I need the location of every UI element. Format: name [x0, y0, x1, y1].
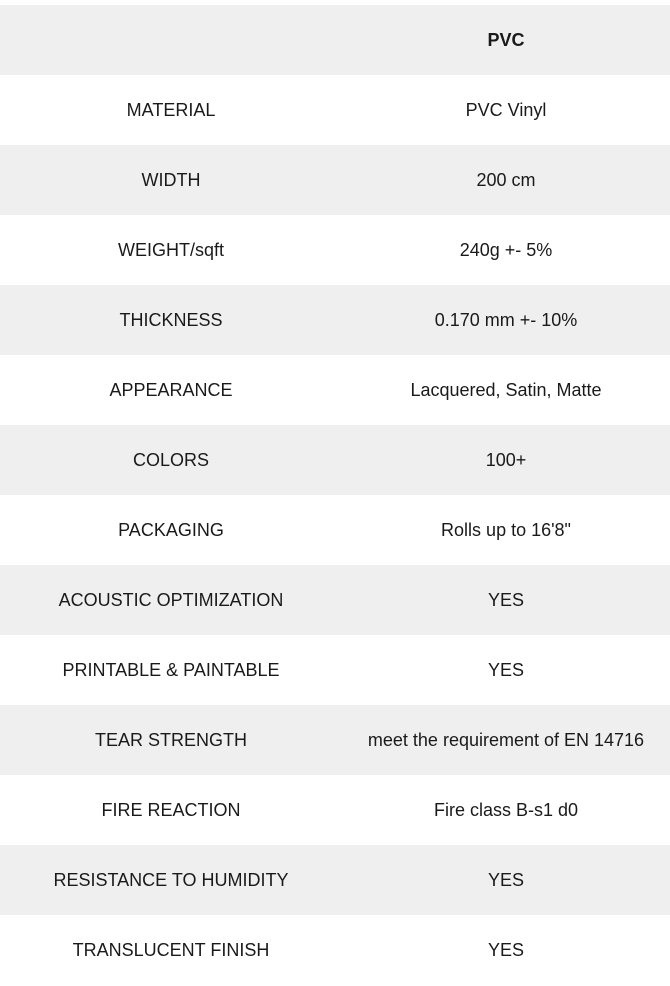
row-label: APPEARANCE — [109, 380, 233, 400]
table-row — [0, 915, 670, 985]
row-label: THICKNESS — [119, 310, 223, 330]
row-label: RESISTANCE TO HUMIDITY — [53, 870, 289, 890]
row-label: MATERIAL — [126, 100, 216, 120]
row-value: 0.170 mm +- 10% — [434, 310, 578, 330]
row-label: TRANSLUCENT FINISH — [72, 940, 270, 960]
row-value: YES — [487, 940, 525, 960]
row-value: Rolls up to 16'8" — [441, 520, 571, 540]
table-row — [0, 285, 670, 355]
row-value: YES — [487, 870, 525, 890]
row-label: FIRE REACTION — [101, 800, 241, 820]
table-row — [0, 425, 670, 495]
row-value: YES — [487, 660, 525, 680]
row-label: TEAR STRENGTH — [94, 730, 247, 750]
table-row — [0, 355, 670, 425]
row-value: 200 cm — [476, 170, 536, 190]
row-value: 100+ — [485, 450, 527, 470]
table-row — [0, 495, 670, 565]
table-row — [0, 565, 670, 635]
row-label: COLORS — [132, 450, 210, 470]
table-row — [0, 215, 670, 285]
table-row — [0, 705, 670, 775]
row-value: Lacquered, Satin, Matte — [410, 380, 602, 400]
row-label: PRINTABLE & PAINTABLE — [62, 660, 280, 680]
row-label: ACOUSTIC OPTIMIZATION — [58, 590, 284, 610]
row-value: meet the requirement of EN 14716 — [367, 730, 645, 750]
header-pvc-cell: PVC — [487, 30, 525, 50]
row-label: PACKAGING — [118, 520, 224, 540]
table-row — [0, 635, 670, 705]
row-value: 240g +- 5% — [459, 240, 553, 260]
row-label: WIDTH — [141, 170, 201, 190]
table-row — [0, 775, 670, 845]
row-value: Fire class B-s1 d0 — [433, 800, 579, 820]
table-row — [0, 845, 670, 915]
table-row — [0, 145, 670, 215]
table-row — [0, 75, 670, 145]
row-label: WEIGHT/sqft — [117, 240, 224, 260]
row-value: YES — [487, 590, 525, 610]
row-value: PVC Vinyl — [465, 100, 547, 120]
table-header-row — [0, 5, 670, 75]
